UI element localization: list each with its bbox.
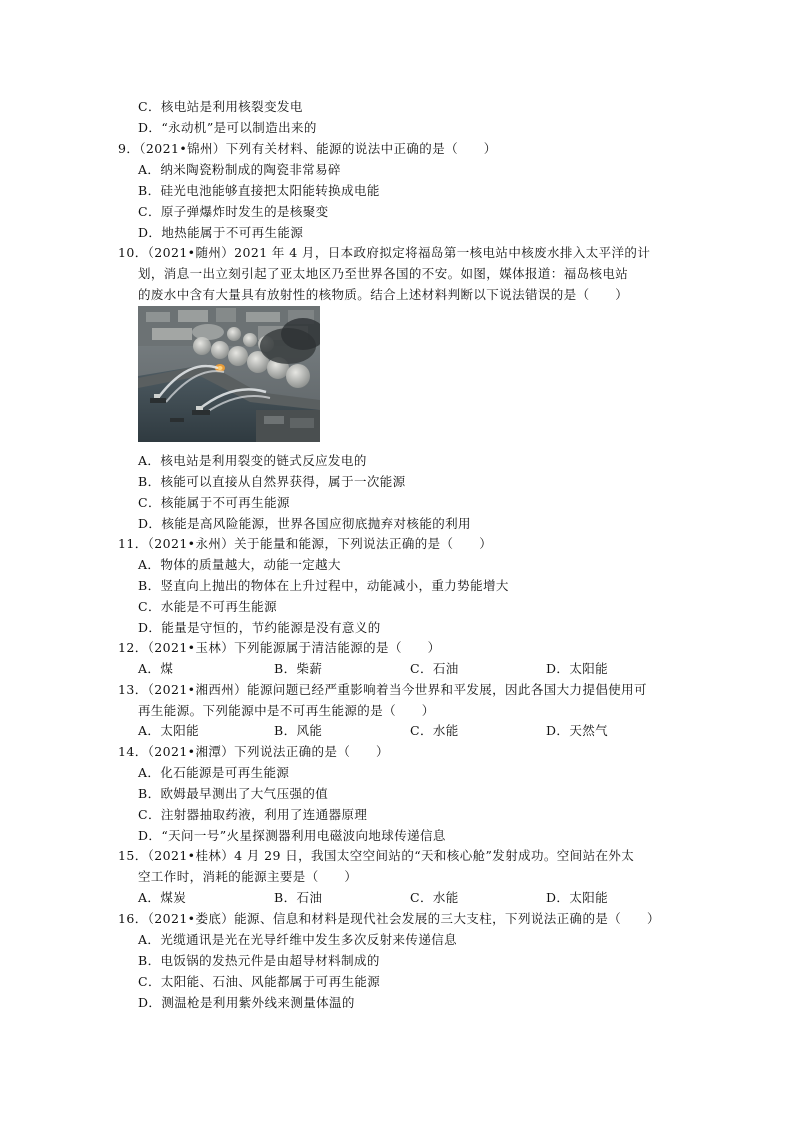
q12-option-d: D．太阳能 <box>546 661 609 676</box>
q11-stem: 11．（2021•永州）关于能量和能源，下列说法正确的是（ ） <box>118 536 493 551</box>
q11-option-d: D．能量是守恒的，节约能源是没有意义的 <box>138 620 381 635</box>
q13-option-a: A．太阳能 <box>138 723 200 738</box>
q16-option-c: C．太阳能、石油、风能都属于可再生能源 <box>138 974 381 989</box>
q12-option-a: A．煤 <box>138 661 174 676</box>
q8-option-d: D．“永动机”是可以制造出来的 <box>138 120 317 135</box>
q10-stem-line-3: 的废水中含有大量具有放射性的核物质。结合上述材料判断以下说法错误的是（ ） <box>138 287 629 302</box>
q13-stem-line-2: 再生能源。下列能源中是不可再生能源的是（ ） <box>138 703 435 718</box>
q11-option-c: C．水能是不可再生能源 <box>138 599 277 614</box>
q14-option-c: C．注射器抽取药液，利用了连通器原理 <box>138 807 368 822</box>
q15-option-d: D．太阳能 <box>546 890 609 905</box>
q12-stem: 12．（2021•玉林）下列能源属于清洁能源的是（ ） <box>118 640 441 655</box>
q15-option-b: B．石油 <box>274 890 323 905</box>
q16-stem: 16．（2021•娄底）能源、信息和材料是现代社会发展的三大支柱，下列说法正确的是（ ） <box>118 911 660 926</box>
q14-stem: 14．（2021•湘潭）下列说法正确的是（ ） <box>118 744 389 759</box>
q15-option-c: C．水能 <box>410 890 459 905</box>
q14-option-b: B．欧姆最早测出了大气压强的值 <box>138 786 329 801</box>
q15-option-a: A．煤炭 <box>138 890 187 905</box>
q15-stem-line-1: 15．（2021•桂林）4 月 29 日，我国太空空间站的“天和核心舱”发射成功。空间站在外太 <box>118 848 635 863</box>
q10-stem-line-2: 划，消息一出立刻引起了亚太地区乃至世界各国的不安。如图，媒体报道：福岛核电站 <box>138 266 629 281</box>
q10-option-a: A．核电站是利用裂变的链式反应发电的 <box>138 453 367 468</box>
q13-stem-line-1: 13．（2021•湘西州）能源问题已经严重影响着当今世界和平发展，因此各国大力提倡使用可 <box>118 682 647 697</box>
q12-option-b: B．柴薪 <box>274 661 323 676</box>
q13-option-c: C．水能 <box>410 723 459 738</box>
q14-option-a: A．化石能源是可再生能源 <box>138 765 290 780</box>
q16-option-b: B．电饭锅的发热元件是由超导材料制成的 <box>138 953 380 968</box>
q10-option-d: D．核能是高风险能源，世界各国应彻底抛弃对核能的利用 <box>138 516 471 531</box>
q9-option-b: B．硅光电池能够直接把太阳能转换成电能 <box>138 183 380 198</box>
q9-option-a: A．纳米陶瓷粉制成的陶瓷非常易碎 <box>138 162 341 177</box>
q13-option-d: D．天然气 <box>546 723 609 738</box>
q13-option-b: B．风能 <box>274 723 323 738</box>
q16-option-a: A．光缆通讯是光在光导纤维中发生多次反射来传递信息 <box>138 932 458 947</box>
q15-stem-line-2: 空工作时，消耗的能源主要是（ ） <box>138 869 358 884</box>
q16-option-d: D．测温枪是利用紫外线来测量体温的 <box>138 995 355 1010</box>
q8-option-c: C．核电站是利用核裂变发电 <box>138 99 303 114</box>
q9-option-c: C．原子弹爆炸时发生的是核聚变 <box>138 204 329 219</box>
nuclear-plant-photo <box>138 306 320 442</box>
q14-option-d: D．“天问一号”火星探测器利用电磁波向地球传递信息 <box>138 828 446 843</box>
q10-option-c: C．核能属于不可再生能源 <box>138 495 290 510</box>
q11-option-b: B．竖直向上抛出的物体在上升过程中，动能减小，重力势能增大 <box>138 578 509 593</box>
q9-option-d: D．地热能属于不可再生能源 <box>138 225 304 240</box>
q10-option-b: B．核能可以直接从自然界获得，属于一次能源 <box>138 474 406 489</box>
q12-option-c: C．石油 <box>410 661 459 676</box>
q10-stem-line-1: 10．（2021•随州）2021 年 4 月，日本政府拟定将福岛第一核电站中核废水排入太平洋的计 <box>118 245 651 260</box>
q11-option-a: A．物体的质量越大，动能一定越大 <box>138 557 341 572</box>
q9-stem: 9．（2021•锦州）下列有关材料、能源的说法中正确的是（ ） <box>118 141 497 156</box>
